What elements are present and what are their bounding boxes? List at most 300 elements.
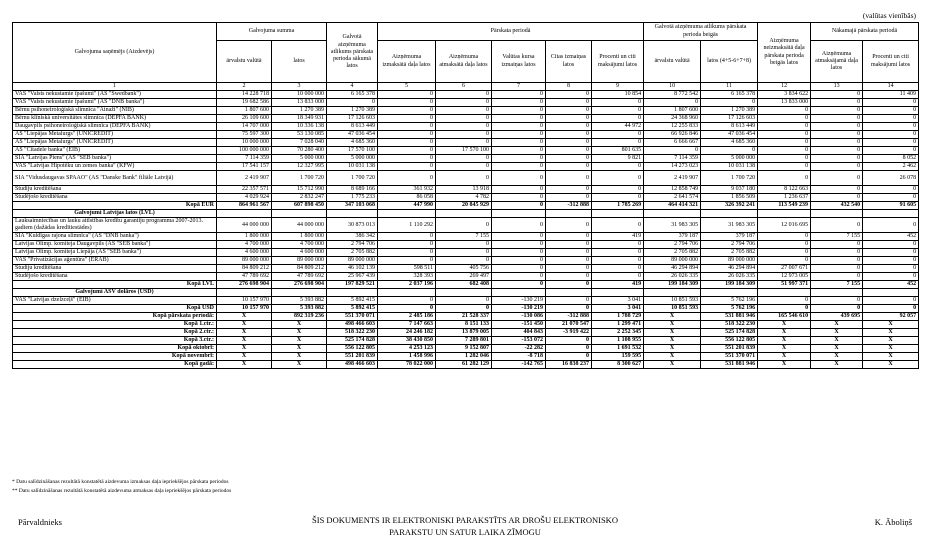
cell-value: 326 392 241 [701,202,758,210]
cell-value: 0 [492,202,546,210]
cell-value: 0 [758,139,811,147]
cell-value: 165 546 610 [758,313,811,321]
row-label: SIA "Latvijas Piens" (AS "SEB banka") [13,155,217,163]
column-number: 10 [644,83,701,91]
cell-value: 525 174 828 [327,337,378,345]
column-number: 11 [701,83,758,91]
cell-value: 10 336 138 [272,123,327,131]
cell-value: 0 [436,107,492,115]
cell-value: 0 [644,147,701,155]
cell-value: 47 789 692 [217,273,272,281]
cell-value: X [863,353,919,361]
cell-value: X [217,337,272,345]
cell-value: 1 700 720 [701,171,758,186]
cell-value: 419 [592,233,644,241]
cell-value: 5 393 882 [272,297,327,305]
cell-value: 17 541 157 [217,163,272,171]
cell-value: 24 246 182 [378,329,436,337]
cell-value: 89 000 000 [217,257,272,265]
cell-value: 7 155 [811,281,863,289]
cell-value: 6 666 667 [644,139,701,147]
empty-cell [436,210,492,218]
footer-signature-line-2: PARAKSTU UN SATUR LAIKA ZĪMOGU [389,527,541,537]
row-label: Latvijas Olimp. komiteja Daugavpils (AS "SEB banka") [13,241,217,249]
cell-value: 1 270 389 [272,107,327,115]
empty-cell [436,289,492,297]
cell-value: -130 219 [492,305,546,313]
cell-value: X [863,337,919,345]
cell-value: 0 [436,99,492,107]
unit-note: (valūtas vienībās) [862,11,916,20]
cell-value: -130 086 [492,313,546,321]
cell-value: 0 [592,171,644,186]
cell-value: 0 [811,147,863,155]
cell-value: 44 972 [592,123,644,131]
cell-value: 452 [863,233,919,241]
cell-value: 0 [863,305,919,313]
cell-value: X [863,345,919,353]
cell-value: 0 [378,163,436,171]
cell-value: 7 289 801 [436,337,492,345]
cell-value: 17 570 100 [436,147,492,155]
cell-value: X [217,329,272,337]
cell-value: X [217,321,272,329]
cell-value: 5 892 415 [327,305,378,313]
cell-value: 0 [863,115,919,123]
cell-value: 0 [592,115,644,123]
empty-cell [492,210,546,218]
cell-value: 0 [758,305,811,313]
cell-value: 16 838 237 [546,361,592,369]
cell-value: 1 691 532 [592,345,644,353]
cell-value: 19 682 586 [217,99,272,107]
cell-value: 0 [492,273,546,281]
cell-value: 13 833 000 [758,99,811,107]
header-end-fx: ārvalstu valūtā [644,41,701,83]
cell-value: 14 273 023 [644,163,701,171]
cell-value: 386 342 [327,233,378,241]
cell-value: -153 072 [492,337,546,345]
cell-value: 0 [436,297,492,305]
cell-value: 0 [758,107,811,115]
cell-value: 0 [492,155,546,163]
cell-value: 0 [492,218,546,233]
cell-value: 0 [436,123,492,131]
table-row [13,218,919,233]
footnote-2: ** Datu salīdzināšanas rezultātā konstatētā aizdevuma atmaksas daļa iepriekšējos pārskata periodos [12,488,232,494]
cell-value: -3 919 422 [546,329,592,337]
table-row [13,249,919,257]
cell-value: 5 762 196 [701,297,758,305]
cell-value: 13 833 000 [272,99,327,107]
row-label: Latvijas Olimp. komiteja Liepāja (AS "SEB banka") [13,249,217,257]
cell-value: 8 613 449 [327,123,378,131]
cell-value: 0 [546,155,592,163]
header-start-outstanding: Galvotā aizņēmuma atlikums pārskata perioda sākumā latos [327,23,378,83]
cell-value: 0 [863,131,919,139]
empty-cell [327,289,378,297]
cell-value: 89 000 000 [272,257,327,265]
cell-value: 0 [546,265,592,273]
header-borrower: Galvojuma saņēmējs (Aizdevējs) [13,23,217,83]
cell-value: 5 000 000 [701,155,758,163]
column-number: 4 [327,83,378,91]
cell-value: 0 [758,233,811,241]
row-label: Kopā oktobrī: [13,345,217,353]
cell-value: 17 126 603 [701,115,758,123]
row-label: Kopā USD [13,305,217,313]
cell-value: 0 [546,241,592,249]
row-label: Studiju kreditēšana [13,186,217,194]
cell-value: 17 126 603 [327,115,378,123]
header-interest: Procenti un citi maksājumi latos [592,41,644,83]
cell-value: 0 [492,107,546,115]
cell-value: 26 026 335 [644,273,701,281]
table-row [13,99,919,107]
empty-cell [592,210,644,218]
empty-cell [592,289,644,297]
column-number: 5 [378,83,436,91]
column-number: 8 [546,83,592,91]
cell-value: 4 782 [436,194,492,202]
table-row [13,155,919,163]
cell-value: 0 [758,147,811,155]
cell-value: X [644,345,701,353]
row-label: VAS "Privatizācijas aģentūra" (ERAB) [13,257,217,265]
cell-value: 89 000 000 [701,257,758,265]
cell-value: 0 [546,91,592,99]
cell-value: 6 165 378 [327,91,378,99]
header-other-change: Citas izmaiņas latos [546,41,592,83]
cell-value: X [758,361,811,369]
cell-value: 7 147 663 [378,321,436,329]
cell-value: X [272,353,327,361]
row-label: Kopā pārskata periodā: [13,313,217,321]
cell-value: 379 187 [701,233,758,241]
cell-value: 0 [863,147,919,155]
empty-cell [644,289,701,297]
cell-value: 8 613 449 [701,123,758,131]
cell-value: 0 [546,107,592,115]
cell-value: -22 282 [492,345,546,353]
cell-value: 551 370 071 [701,353,758,361]
cell-value: 1 800 000 [272,233,327,241]
column-number: 13 [811,83,863,91]
cell-value: 0 [592,257,644,265]
cell-value: 5 762 196 [701,305,758,313]
cell-value: 2 641 574 [644,194,701,202]
cell-value: 5 892 415 [327,297,378,305]
cell-value: 1 700 720 [327,171,378,186]
cell-value: 0 [378,171,436,186]
cell-value: 525 174 828 [701,329,758,337]
cell-value: 1 775 233 [327,194,378,202]
cell-value: 78 022 000 [378,361,436,369]
header-unpaid: Aizņēmuma neizmaksātā daļa pārskata perioda beigās latos [758,23,811,83]
cell-value: 24 368 960 [644,115,701,123]
cell-value: 2 252 345 [592,329,644,337]
cell-value: 0 [811,265,863,273]
cell-value: 0 [592,131,644,139]
cell-value: 2 705 882 [644,249,701,257]
cell-value: 0 [811,273,863,281]
cell-value: 1 458 996 [378,353,436,361]
cell-value: 0 [546,305,592,313]
summary-row [13,329,919,337]
table-row [13,139,919,147]
cell-value: X [272,329,327,337]
row-label: Kopā 3.ctr.: [13,337,217,345]
cell-value: 556 122 805 [327,345,378,353]
empty-cell [272,289,327,297]
empty-cell [327,210,378,218]
summary-row [13,345,919,353]
empty-cell [811,289,863,297]
cell-value: 5 393 882 [272,305,327,313]
cell-value: 4 685 360 [327,139,378,147]
empty-cell [701,289,758,297]
empty-cell [546,210,592,218]
row-label: Kopā LVL [13,281,217,289]
cell-value: 0 [546,233,592,241]
empty-cell [217,289,272,297]
cell-value: 0 [492,281,546,289]
cell-value: 0 [863,107,919,115]
cell-value: 0 [758,163,811,171]
cell-value: 0 [863,123,919,131]
cell-value: 21 070 547 [546,321,592,329]
cell-value: 51 997 371 [758,281,811,289]
table-row [13,115,919,123]
cell-value: 0 [863,265,919,273]
table-row [13,273,919,281]
table-row [13,297,919,305]
cell-value: 518 322 230 [327,329,378,337]
cell-value: 7 114 359 [644,155,701,163]
row-label: Kopā novembrī: [13,353,217,361]
cell-value: -312 888 [546,313,592,321]
cell-value: 4 700 000 [272,241,327,249]
cell-value: 0 [378,305,436,313]
row-label: VAS "Latvijas dzelzceļš" (EIB) [13,297,217,305]
cell-value: 0 [811,241,863,249]
cell-value: 14 228 718 [217,91,272,99]
summary-row [13,313,919,321]
empty-cell [758,210,811,218]
cell-value: 10 851 593 [644,305,701,313]
footer-manager-label: Pārvaldnieks [18,517,62,527]
row-label: Bērnu psihoneiroloģiskā slimnīca "Ainaži" (NIB) [13,107,217,115]
cell-value: X [758,337,811,345]
empty-cell [378,210,436,218]
section-title: Galvojumi ASV dolāros (USD) [13,289,217,297]
cell-value: 15 712 990 [272,186,327,194]
cell-value: 1 236 637 [758,194,811,202]
cell-value: 0 [492,163,546,171]
cell-value: 10 157 970 [217,297,272,305]
footer-signature-note [0,514,930,538]
row-label: VAS "Latvijas Hipotēku un zemes banka" (KFW) [13,163,217,171]
cell-value: 100 000 000 [217,147,272,155]
table-row [13,131,919,139]
cell-value: X [811,321,863,329]
column-number: 7 [492,83,546,91]
cell-value: X [644,337,701,345]
row-label: AS "Liepājas Metalurgs" (UNICREDIT) [13,131,217,139]
cell-value: 531 881 946 [701,313,758,321]
cell-value: 0 [592,99,644,107]
cell-value: 379 187 [644,233,701,241]
table-row [13,147,919,155]
row-label: Studējošo kreditēšana [13,273,217,281]
cell-value: 10 157 970 [217,305,272,313]
cell-value: 5 000 000 [327,155,378,163]
cell-value: X [758,345,811,353]
cell-value: 0 [758,297,811,305]
cell-value: 0 [436,131,492,139]
cell-value: 197 829 521 [327,281,378,289]
cell-value: 8 052 [863,155,919,163]
cell-value: 46 294 894 [701,265,758,273]
cell-value: 0 [546,257,592,265]
section-title: Galvojumi Latvijas latos (LVL) [13,210,217,218]
cell-value: 0 [378,257,436,265]
cell-value: 91 605 [863,202,919,210]
cell-value: 0 [546,194,592,202]
column-number: 2 [217,83,272,91]
cell-value: 0 [492,147,546,155]
table-body [13,91,919,369]
cell-value: 1 700 720 [272,171,327,186]
cell-value: 0 [492,91,546,99]
cell-value: 9 037 180 [701,186,758,194]
cell-value: 0 [378,123,436,131]
header-future: Nākamajā pārskata periodā [811,23,919,41]
cell-value: 61 282 129 [436,361,492,369]
cell-value: 0 [546,345,592,353]
cell-value: X [811,353,863,361]
cell-value: 199 184 309 [644,281,701,289]
cell-value: X [811,329,863,337]
header-end-lats: latos (4+5-6+7+8) [701,41,758,83]
footnotes [12,478,231,496]
cell-value: X [217,313,272,321]
cell-value: 0 [592,249,644,257]
cell-value: 0 [758,123,811,131]
cell-value: 10 000 000 [217,139,272,147]
cell-value: 0 [378,297,436,305]
cell-value: 0 [378,241,436,249]
cell-value: 0 [758,155,811,163]
cell-value: 551 370 071 [327,313,378,321]
header-period: Pārskata periodā [378,23,644,41]
cell-value: -8 718 [492,353,546,361]
table-row [13,171,919,186]
cell-value: 0 [592,163,644,171]
cell-value: 0 [378,249,436,257]
cell-value: 0 [436,139,492,147]
cell-value: 0 [592,194,644,202]
cell-value: 2 705 882 [327,249,378,257]
cell-value: 404 843 [492,329,546,337]
cell-value: 0 [492,123,546,131]
cell-value: 892 319 236 [272,313,327,321]
section-header [13,210,919,218]
cell-value: 46 102 139 [327,265,378,273]
cell-value: 0 [492,139,546,147]
header-in-lats: latos [272,41,327,83]
table-row [13,123,919,131]
cell-value: 1 282 046 [436,353,492,361]
cell-value: 7 114 359 [217,155,272,163]
cell-value: 1 270 389 [327,107,378,115]
cell-value: X [644,353,701,361]
cell-value: 46 294 894 [644,265,701,273]
cell-value: 0 [436,257,492,265]
cell-value: X [272,337,327,345]
cell-value: 0 [811,186,863,194]
cell-value: -151 450 [492,321,546,329]
cell-value: 1 785 269 [592,202,644,210]
cell-value: 447 990 [378,202,436,210]
cell-value: 0 [811,218,863,233]
column-number: 12 [758,83,811,91]
cell-value: 3 041 [592,297,644,305]
summary-row [13,321,919,329]
cell-value: 0 [644,99,701,107]
empty-cell [701,210,758,218]
cell-value: 682 408 [436,281,492,289]
cell-value: 0 [863,257,919,265]
summary-row [13,361,919,369]
cell-value: 0 [701,99,758,107]
cell-value: 2 037 196 [378,281,436,289]
cell-value: 89 000 000 [327,257,378,265]
cell-value: 0 [492,241,546,249]
cell-value: 0 [378,147,436,155]
cell-value: 12 016 695 [758,218,811,233]
cell-value: 8 689 166 [327,186,378,194]
cell-value: 0 [592,218,644,233]
cell-value: 432 540 [811,202,863,210]
cell-value: 84 809 212 [217,265,272,273]
table-row [13,186,919,194]
cell-value: 452 [863,281,919,289]
cell-value: -142 765 [492,361,546,369]
cell-value: 86 058 [378,194,436,202]
row-label: Studējošo kreditēšana [13,194,217,202]
header-repaid: Aizņēmuma atmaksātā daļa latos [436,41,492,83]
column-number: 9 [592,83,644,91]
cell-value: 7 155 [811,233,863,241]
cell-value: 10 031 138 [701,163,758,171]
cell-value: 551 201 839 [701,345,758,353]
cell-value: 1 788 729 [592,313,644,321]
cell-value: 598 511 [378,265,436,273]
column-number: 6 [436,83,492,91]
cell-value: 518 322 230 [701,321,758,329]
cell-value: 0 [436,305,492,313]
cell-value: 0 [492,131,546,139]
cell-value: 0 [863,186,919,194]
cell-value: 0 [436,155,492,163]
cell-value: 0 [863,99,919,107]
cell-value: X [272,321,327,329]
cell-value: 26 026 335 [701,273,758,281]
cell-value: 2 462 [863,163,919,171]
cell-value: 439 695 [811,313,863,321]
cell-value: 25 967 439 [327,273,378,281]
